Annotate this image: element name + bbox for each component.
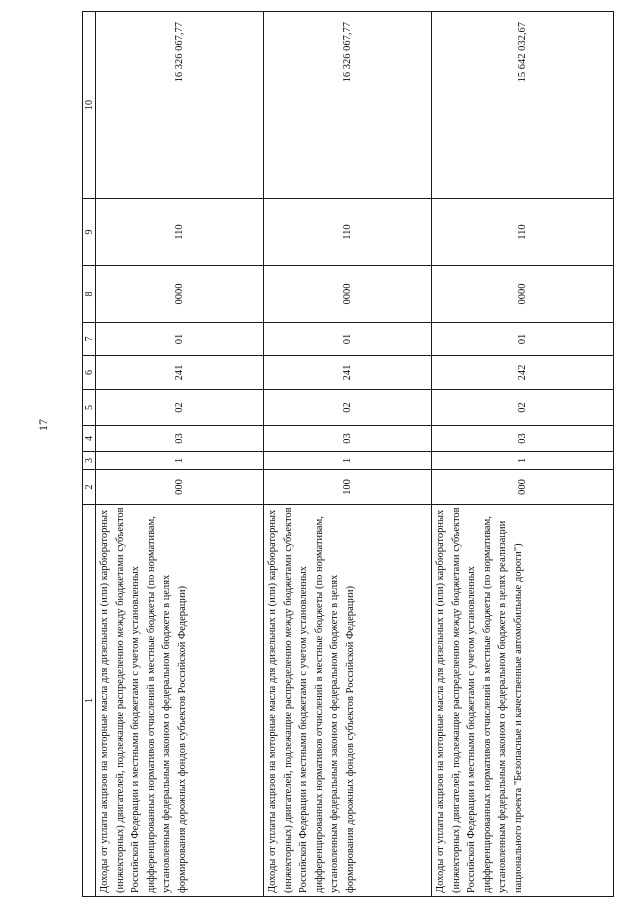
header-cell-8: 8 bbox=[83, 266, 96, 323]
table-row bbox=[432, 12, 614, 897]
header-cell-1: 1 bbox=[83, 505, 96, 897]
table-row bbox=[264, 12, 432, 897]
cell-amount: 16 326 067,77 bbox=[96, 12, 264, 199]
header-cell-4: 4 bbox=[83, 426, 96, 452]
page-number: 17 bbox=[36, 419, 50, 431]
header-cell-3: 3 bbox=[83, 452, 96, 470]
cell-element: 01 bbox=[96, 323, 264, 356]
cell-subgroup: 03 bbox=[264, 426, 432, 452]
table-row bbox=[96, 12, 264, 897]
cell-program: 0000 bbox=[432, 266, 614, 323]
header-cell-7: 7 bbox=[83, 323, 96, 356]
cell-subarticle: 242 bbox=[432, 356, 614, 390]
header-cell-5: 5 bbox=[83, 390, 96, 426]
cell-classification: 110 bbox=[264, 199, 432, 266]
row-description: Доходы от уплаты акцизов на моторные масла для дизельных и (или) карбюраторных (инжекторных) двигателей, подлежащие распределению между бюджетами субъектов Российской Федерации и местными бюджетами с учетом установленных дифференцированных нормативов отчислений в местные бюджеты (по нормативам, установленным федеральным законом о федеральном бюджете в целях формирования дорожных фондов субъектов Российской Федерации) bbox=[96, 505, 264, 897]
row-description: Доходы от уплаты акцизов на моторные масла для дизельных и (или) карбюраторных (инжекторных) двигателей, подлежащие распределению между бюджетами субъектов Российской Федерации и местными бюджетами с учетом установленных дифференцированных нормативов отчислений в местные бюджеты (по нормативам, установленным федеральным законом о федеральном бюджете в целях формирования дорожных фондов субъектов Российской Федерации) bbox=[264, 505, 432, 897]
header-cell-9: 9 bbox=[83, 199, 96, 266]
header-cell-2: 2 bbox=[83, 470, 96, 505]
cell-group: 1 bbox=[432, 452, 614, 470]
cell-classification: 110 bbox=[432, 199, 614, 266]
cell-element: 01 bbox=[264, 323, 432, 356]
cell-article: 02 bbox=[264, 390, 432, 426]
cell-classification: 110 bbox=[96, 199, 264, 266]
cell-subgroup: 03 bbox=[432, 426, 614, 452]
cell-article: 02 bbox=[432, 390, 614, 426]
row-description: Доходы от уплаты акцизов на моторные масла для дизельных и (или) карбюраторных (инжекторных) двигателей, подлежащие распределению между бюджетами субъектов Российской Федерации и местными бюджетами с учетом установленных дифференцированных нормативов отчислений в местные бюджеты (по нормативам, установленным федеральным законом о федеральном бюджете в целях реализации национального проекта "Безопасные и качественные автомобильные дороги") bbox=[432, 505, 614, 897]
cell-element: 01 bbox=[432, 323, 614, 356]
cell-group: 1 bbox=[264, 452, 432, 470]
header-cell-6: 6 bbox=[83, 356, 96, 390]
budget-revenue-table bbox=[82, 11, 614, 897]
rotated-table-container bbox=[82, 12, 612, 897]
header-cell-10: 10 bbox=[83, 12, 96, 199]
cell-program: 0000 bbox=[264, 266, 432, 323]
cell-admin-code: 000 bbox=[432, 470, 614, 505]
cell-subgroup: 03 bbox=[96, 426, 264, 452]
cell-amount: 15 642 032,67 bbox=[432, 12, 614, 199]
cell-admin-code: 100 bbox=[264, 470, 432, 505]
cell-group: 1 bbox=[96, 452, 264, 470]
cell-program: 0000 bbox=[96, 266, 264, 323]
cell-subarticle: 241 bbox=[96, 356, 264, 390]
cell-article: 02 bbox=[96, 390, 264, 426]
cell-amount: 16 326 067,77 bbox=[264, 12, 432, 199]
cell-subarticle: 241 bbox=[264, 356, 432, 390]
cell-admin-code: 000 bbox=[96, 470, 264, 505]
table-header-row bbox=[83, 12, 96, 897]
